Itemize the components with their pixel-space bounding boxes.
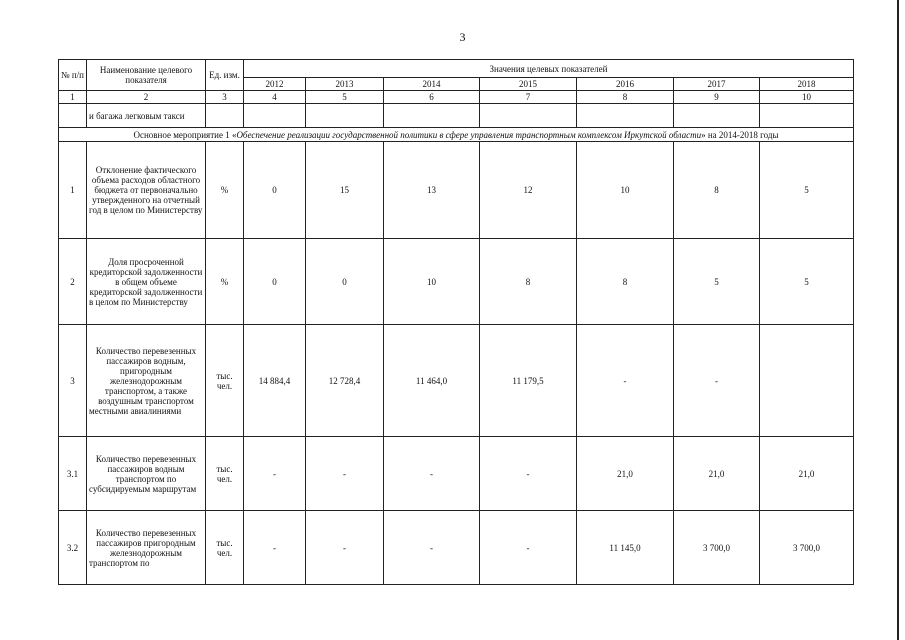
row-value: 0: [244, 239, 306, 325]
row-value: 11 179,5: [480, 325, 577, 437]
row-unit: %: [206, 239, 244, 325]
section-title: Основное мероприятие 1 «Обеспечение реализации государственной политики в сфере управления транспортным комплексом Иркутской области» на 2014-2018 годы: [59, 128, 854, 142]
header-name: Наименование целевого показателя: [87, 60, 206, 91]
row-value: 5: [760, 142, 854, 239]
row-unit: тыс. чел.: [206, 511, 244, 585]
section-title-italic: Обеспечение реализации государственной политики в сфере управления транспортным комплексом Иркутской области: [236, 129, 702, 140]
header-year: 2016: [577, 78, 674, 91]
row-value: -: [244, 437, 306, 511]
row-unit: тыс. чел.: [206, 325, 244, 437]
row-value: -: [577, 325, 674, 437]
column-number: 3: [206, 91, 244, 104]
header-year: 2014: [384, 78, 480, 91]
header-year: 2015: [480, 78, 577, 91]
row-value: 5: [674, 239, 760, 325]
row-value: 0: [306, 239, 384, 325]
column-number: 5: [306, 91, 384, 104]
header-num: № п/п: [59, 60, 87, 91]
row-value: 8: [480, 239, 577, 325]
row-value: 3 700,0: [760, 511, 854, 585]
row-value: 21,0: [577, 437, 674, 511]
row-value: 8: [674, 142, 760, 239]
row-value: 21,0: [760, 437, 854, 511]
row-num: 3.1: [59, 437, 87, 511]
table-row: [59, 325, 854, 437]
row-value: -: [674, 325, 760, 437]
table-row: [59, 437, 854, 511]
row-name: Количество перевезенных пассажиров пригородным железнодорожным транспортом по: [87, 511, 206, 585]
header-year: 2013: [306, 78, 384, 91]
column-number: 4: [244, 91, 306, 104]
section-row: [59, 128, 854, 142]
column-number: 10: [760, 91, 854, 104]
row-value: -: [480, 437, 577, 511]
row-value: -: [306, 437, 384, 511]
header-unit: Ед. изм.: [206, 60, 244, 91]
row-name: Отклонение фактического объема расходов областного бюджета от первоначально утвержденного на отчетный год в целом по Министерству: [87, 142, 206, 239]
row-value: -: [306, 511, 384, 585]
table-row: [59, 511, 854, 585]
row-value: 10: [384, 239, 480, 325]
header-year: 2018: [760, 78, 854, 91]
row-name: Доля просроченной кредиторской задолженности в общем объеме кредиторской задолженности в целом по Министерству: [87, 239, 206, 325]
row-value: 11 145,0: [577, 511, 674, 585]
row-unit: %: [206, 142, 244, 239]
header-year: 2012: [244, 78, 306, 91]
table-row: [59, 142, 854, 239]
row-value: -: [384, 437, 480, 511]
row-value: 14 884,4: [244, 325, 306, 437]
row-value: 13: [384, 142, 480, 239]
row-value: -: [244, 511, 306, 585]
continuation-name: и багажа легковым такси: [87, 104, 206, 128]
row-value: 11 464,0: [384, 325, 480, 437]
column-number: 8: [577, 91, 674, 104]
row-value: 3 700,0: [674, 511, 760, 585]
page-number: 3: [459, 30, 466, 44]
column-number: 1: [59, 91, 87, 104]
row-value: 12: [480, 142, 577, 239]
row-value: 21,0: [674, 437, 760, 511]
row-name: Количество перевезенных пассажиров водным транспортом по субсидируемым маршрутам: [87, 437, 206, 511]
column-number: 6: [384, 91, 480, 104]
column-number: 2: [87, 91, 206, 104]
row-value: 0: [244, 142, 306, 239]
header-row-1: [59, 60, 854, 78]
row-num: 3.2: [59, 511, 87, 585]
continuation-row: [59, 104, 854, 128]
row-name: Количество перевезенных пассажиров водным, пригородным железнодорожным транспортом, а также воздушным транспортом местными авиалиниями: [87, 325, 206, 437]
row-value: 15: [306, 142, 384, 239]
column-number: 9: [674, 91, 760, 104]
row-value: 10: [577, 142, 674, 239]
row-value: 8: [577, 239, 674, 325]
column-number: 7: [480, 91, 577, 104]
header-values-group: Значения целевых показателей: [244, 60, 854, 78]
row-value: 12 728,4: [306, 325, 384, 437]
row-num: 3: [59, 325, 87, 437]
table-row: [59, 239, 854, 325]
row-value: -: [384, 511, 480, 585]
row-num: 2: [59, 239, 87, 325]
row-value: -: [480, 511, 577, 585]
row-num: 1: [59, 142, 87, 239]
column-number-row: [59, 91, 854, 104]
row-value: [760, 325, 854, 437]
header-year: 2017: [674, 78, 760, 91]
row-value: 5: [760, 239, 854, 325]
row-unit: тыс. чел.: [206, 437, 244, 511]
page-edge-line: [897, 0, 899, 640]
target-indicators-table: [58, 59, 854, 585]
